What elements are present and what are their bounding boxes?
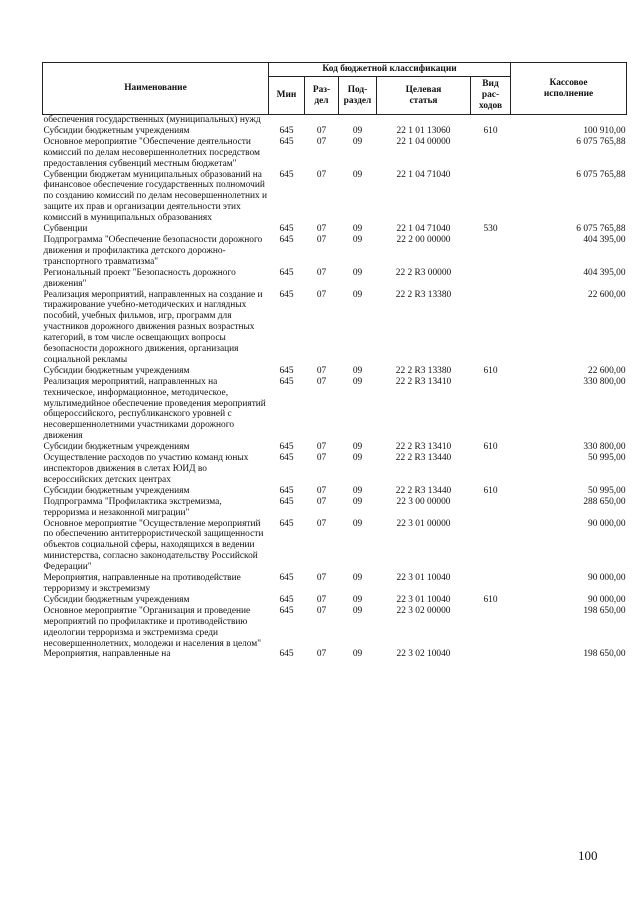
row-amount: 6 075 765,88 xyxy=(576,169,626,180)
row-vid xyxy=(471,170,511,225)
row-vid xyxy=(471,573,511,595)
row-name: Региональный проект "Безопасность дорожного движения" xyxy=(43,267,236,289)
row-min: 645 xyxy=(279,594,294,605)
row-name: Основное мероприятие "Обеспечение деятельности комиссий по делам несовершеннолетних посредством предоставления субвенций местным бюджетам" xyxy=(43,136,260,169)
header-podrazdel: Под- раздел xyxy=(339,77,377,115)
table-row xyxy=(43,268,627,290)
row-name: Субвенции бюджетам муниципальных образований на финансовое обеспечение государственных полномочий по созданию комиссий по делам несовершеннолетних и защите их прав и организации деятельности этих комиссий в муниципальных образованиях xyxy=(43,169,268,224)
row-min: 645 xyxy=(279,518,294,529)
row-name: Подпрограмма "Обеспечение безопасности дорожного движения и профилактика детского дорожно-транспортного травматизма" xyxy=(43,234,263,267)
row-target xyxy=(377,115,471,126)
row-amount: 90 000,00 xyxy=(588,594,626,605)
row-podrazdel xyxy=(339,115,377,126)
row-vid: 610 xyxy=(483,485,498,496)
row-target: 22 2 R3 00000 xyxy=(395,267,452,278)
row-vid xyxy=(471,115,511,126)
row-min: 645 xyxy=(279,267,294,278)
row-podrazdel: 09 xyxy=(352,594,363,605)
row-amount: 100 910,00 xyxy=(583,125,626,136)
row-podrazdel: 09 xyxy=(352,453,363,464)
row-razdel: 07 xyxy=(316,485,327,496)
row-razdel: 07 xyxy=(316,573,327,584)
row-podrazdel: 09 xyxy=(352,485,363,496)
row-name: Реализация мероприятий, направленных на создание и тиражирование учебно-методических и наглядных пособий, учебных фильмов, игр, программ для участников дорожного движения разных возрастных категорий, в том числе освещающих вопросы безопасности дорожного движения, организация социальной рекламы xyxy=(43,289,263,365)
row-podrazdel: 09 xyxy=(352,376,363,387)
row-amount: 288 650,00 xyxy=(583,496,626,507)
table-row xyxy=(43,366,627,377)
row-target: 22 3 01 00000 xyxy=(396,518,451,529)
row-amount: 22 600,00 xyxy=(588,365,626,376)
row-podrazdel: 09 xyxy=(352,289,363,300)
row-name: Субсидии бюджетным учреждениям xyxy=(43,365,190,376)
row-podrazdel: 09 xyxy=(352,365,363,376)
row-target: 22 2 R3 13440 xyxy=(395,485,452,496)
row-razdel: 07 xyxy=(316,594,327,605)
table-row xyxy=(43,115,627,126)
row-min: 645 xyxy=(279,365,294,376)
row-target: 22 2 00 00000 xyxy=(396,234,451,245)
row-target: 22 1 04 71040 xyxy=(396,169,451,180)
table-body xyxy=(43,115,627,661)
row-min: 645 xyxy=(279,485,294,496)
row-min: 645 xyxy=(279,453,294,464)
row-razdel: 07 xyxy=(316,169,327,180)
row-name: Основное мероприятие "Осуществление мероприятий по обеспечению антитеррористической защищенности объектов социальной сферы, находящихся в ведении министерства, согласно законодательству Российской Федерации" xyxy=(43,518,264,573)
row-podrazdel: 09 xyxy=(352,224,363,235)
row-razdel: 07 xyxy=(316,453,327,464)
header-vid: Вид рас- ходов xyxy=(471,77,511,115)
row-min: 645 xyxy=(279,136,294,147)
header-min: Мин xyxy=(269,77,305,115)
row-vid: 610 xyxy=(483,442,498,453)
row-amount: 22 600,00 xyxy=(588,289,626,300)
table-row xyxy=(43,649,627,660)
row-target: 22 3 01 10040 xyxy=(396,573,451,584)
row-razdel: 07 xyxy=(316,267,327,278)
row-amount xyxy=(511,115,627,126)
row-amount: 50 995,00 xyxy=(588,453,626,464)
row-vid: 530 xyxy=(483,224,498,235)
header-target: Целевая статья xyxy=(377,77,471,115)
row-podrazdel: 09 xyxy=(352,573,363,584)
row-vid: 610 xyxy=(483,365,498,376)
row-min: 645 xyxy=(279,125,294,136)
row-razdel: 07 xyxy=(316,442,327,453)
row-vid xyxy=(471,497,511,519)
header-kassa: Кассовое исполнение xyxy=(511,63,627,115)
row-vid: 610 xyxy=(483,594,498,605)
table-row xyxy=(43,235,627,268)
table-row xyxy=(43,486,627,497)
row-vid xyxy=(471,606,511,650)
row-razdel: 07 xyxy=(316,365,327,376)
row-min: 645 xyxy=(279,224,294,235)
row-name: обеспечения государственных (муниципальных) нужд xyxy=(43,115,261,125)
row-podrazdel: 09 xyxy=(352,136,363,147)
row-razdel: 07 xyxy=(316,136,327,147)
row-amount: 404 395,00 xyxy=(583,234,626,245)
row-target: 22 1 04 00000 xyxy=(396,136,451,147)
table-row xyxy=(43,442,627,453)
row-amount: 90 000,00 xyxy=(588,573,626,584)
row-podrazdel: 09 xyxy=(352,125,363,136)
row-vid xyxy=(471,649,511,660)
row-razdel: 07 xyxy=(316,496,327,507)
table-row xyxy=(43,573,627,595)
row-name: Мероприятия, направленные на xyxy=(43,649,171,660)
row-name: Подпрограмма "Профилактика экстремизма, терроризма и незаконной миграции" xyxy=(43,496,222,518)
row-podrazdel: 09 xyxy=(352,649,363,660)
row-amount: 50 995,00 xyxy=(588,485,626,496)
table-row xyxy=(43,377,627,442)
row-min: 645 xyxy=(279,442,294,453)
row-vid xyxy=(471,235,511,268)
row-amount: 198 650,00 xyxy=(583,605,626,616)
row-target: 22 3 02 00000 xyxy=(396,605,451,616)
row-min xyxy=(269,115,305,126)
row-amount: 198 650,00 xyxy=(583,649,626,660)
row-podrazdel: 09 xyxy=(352,496,363,507)
row-min: 645 xyxy=(279,289,294,300)
row-razdel: 07 xyxy=(316,649,327,660)
header-name: Наименование xyxy=(43,63,269,115)
row-min: 645 xyxy=(279,573,294,584)
row-podrazdel: 09 xyxy=(352,234,363,245)
row-razdel: 07 xyxy=(316,224,327,235)
row-razdel: 07 xyxy=(316,376,327,387)
row-podrazdel: 09 xyxy=(352,605,363,616)
row-vid xyxy=(471,137,511,170)
row-amount: 6 075 765,88 xyxy=(576,224,626,235)
table-row xyxy=(43,453,627,486)
row-amount: 404 395,00 xyxy=(583,267,626,278)
header-razdel: Раз- дел xyxy=(305,77,339,115)
table-row xyxy=(43,497,627,519)
row-target: 22 3 02 10040 xyxy=(396,649,451,660)
row-amount: 330 800,00 xyxy=(583,376,626,387)
row-name: Субсидии бюджетным учреждениям xyxy=(43,125,190,136)
budget-table xyxy=(42,62,627,660)
row-vid xyxy=(471,268,511,290)
table-row xyxy=(43,126,627,137)
row-name: Мероприятия, направленные на противодействие терроризму и экстремизму xyxy=(43,573,241,594)
row-razdel xyxy=(305,115,339,126)
row-razdel: 07 xyxy=(316,289,327,300)
header-code-group: Код бюджетной классификации xyxy=(269,63,511,77)
row-name: Субсидии бюджетным учреждениям xyxy=(43,594,190,605)
row-vid xyxy=(471,290,511,366)
row-podrazdel: 09 xyxy=(352,169,363,180)
row-vid: 610 xyxy=(483,125,498,136)
row-min: 645 xyxy=(279,496,294,507)
row-amount: 6 075 765,88 xyxy=(576,136,626,147)
row-amount: 90 000,00 xyxy=(588,518,626,529)
row-name: Субсидии бюджетным учреждениям xyxy=(43,442,190,453)
row-target: 22 2 R3 13380 xyxy=(395,365,452,376)
table-row xyxy=(43,606,627,650)
row-target: 22 2 R3 13380 xyxy=(395,289,452,300)
row-razdel: 07 xyxy=(316,125,327,136)
row-podrazdel: 09 xyxy=(352,442,363,453)
row-target: 22 3 01 10040 xyxy=(396,594,451,605)
row-target: 22 1 01 13060 xyxy=(396,125,451,136)
row-name: Основное мероприятие "Организация и проведение мероприятий по профилактике и противодействию идеологии терроризма и экстремизма среди несовершеннолетних, молодежи и населения в целом" xyxy=(43,605,262,649)
row-min: 645 xyxy=(279,605,294,616)
row-vid xyxy=(471,519,511,574)
row-name: Реализация мероприятий, направленных на техническое, информационное, методическое, мультимедийное обеспечение проведения мероприятий общероссийского, республиканского уровней с несовершеннолетними участниками дорожного движения xyxy=(43,376,266,442)
table-row xyxy=(43,519,627,574)
row-razdel: 07 xyxy=(316,518,327,529)
row-razdel: 07 xyxy=(316,234,327,245)
row-amount: 330 800,00 xyxy=(583,442,626,453)
row-min: 645 xyxy=(279,169,294,180)
row-min: 645 xyxy=(279,376,294,387)
row-target: 22 2 R3 13440 xyxy=(395,453,452,464)
row-podrazdel: 09 xyxy=(352,518,363,529)
row-min: 645 xyxy=(279,234,294,245)
table-row xyxy=(43,224,627,235)
row-vid xyxy=(471,453,511,486)
row-name: Субвенции xyxy=(43,224,88,235)
row-name: Субсидии бюджетным учреждениям xyxy=(43,485,190,496)
row-vid xyxy=(471,377,511,442)
table-row xyxy=(43,170,627,225)
table-header xyxy=(43,63,627,115)
row-name: Осуществление расходов по участию команд юных инспекторов движения в слетах ЮИД во всероссийских детских центрах xyxy=(43,453,249,485)
row-target: 22 3 00 00000 xyxy=(396,496,451,507)
row-podrazdel: 09 xyxy=(352,267,363,278)
page-number: 100 xyxy=(578,848,598,863)
row-target: 22 2 R3 13410 xyxy=(395,442,452,453)
table-row xyxy=(43,595,627,606)
table-row xyxy=(43,290,627,366)
row-target: 22 1 04 71040 xyxy=(396,224,451,235)
row-razdel: 07 xyxy=(316,605,327,616)
table-row xyxy=(43,137,627,170)
row-target: 22 2 R3 13410 xyxy=(395,376,452,387)
row-min: 645 xyxy=(279,649,294,660)
